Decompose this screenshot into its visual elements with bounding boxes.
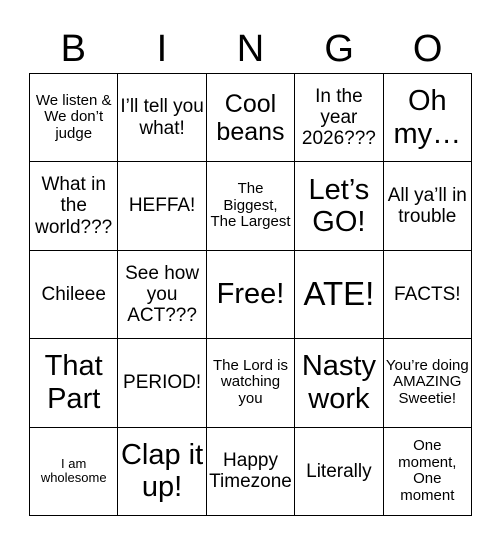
bingo-grid [29, 73, 472, 516]
bingo-cell-r1-c5[interactable]: Oh my… [384, 74, 472, 162]
bingo-cell-r3-c5[interactable]: FACTS! [384, 251, 472, 339]
bingo-cell-r5-c5[interactable]: One moment, One moment [384, 428, 472, 516]
bingo-header [29, 24, 472, 74]
bingo-cell-r3-c1[interactable]: Chileee [30, 251, 118, 339]
bingo-cell-r2-c2[interactable]: HEFFA! [118, 162, 206, 250]
bingo-cell-r4-c4[interactable]: Nasty work [295, 339, 383, 427]
bingo-cell-r5-c2[interactable]: Clap it up! [118, 428, 206, 516]
bingo-cell-r4-c3[interactable]: The Lord is watching you [207, 339, 295, 427]
bingo-cell-r4-c2[interactable]: PERIOD! [118, 339, 206, 427]
bingo-cell-r2-c1[interactable]: What in the world??? [30, 162, 118, 250]
bingo-cell-r5-c1[interactable]: I am wholesome [30, 428, 118, 516]
header-letter-n: N [236, 28, 265, 70]
header-letter-g: G [324, 28, 354, 70]
bingo-cell-r5-c4[interactable]: Literally [295, 428, 383, 516]
bingo-cell-r1-c3[interactable]: Cool beans [207, 74, 295, 162]
header-letter-b: B [60, 28, 86, 70]
bingo-cell-r2-c4[interactable]: Let’s GO! [295, 162, 383, 250]
bingo-cell-r5-c3[interactable]: Happy Timezone [207, 428, 295, 516]
bingo-cell-r4-c5[interactable]: You’re doing AMAZING Sweetie! [384, 339, 472, 427]
bingo-cell-r3-c2[interactable]: See how you ACT??? [118, 251, 206, 339]
header-letter-i: I [156, 28, 168, 70]
bingo-cell-r3-c4[interactable]: ATE! [295, 251, 383, 339]
bingo-cell-r4-c1[interactable]: That Part [30, 339, 118, 427]
bingo-cell-r2-c3[interactable]: The Biggest, The Largest [207, 162, 295, 250]
bingo-cell-r1-c4[interactable]: In the year 2026??? [295, 74, 383, 162]
bingo-cell-r3-c3[interactable]: Free! [207, 251, 295, 339]
bingo-cell-r1-c2[interactable]: I’ll tell you what! [118, 74, 206, 162]
bingo-cell-r2-c5[interactable]: All ya’ll in trouble [384, 162, 472, 250]
bingo-cell-r1-c1[interactable]: We listen & We don’t judge [30, 74, 118, 162]
header-letter-o: O [412, 28, 443, 70]
